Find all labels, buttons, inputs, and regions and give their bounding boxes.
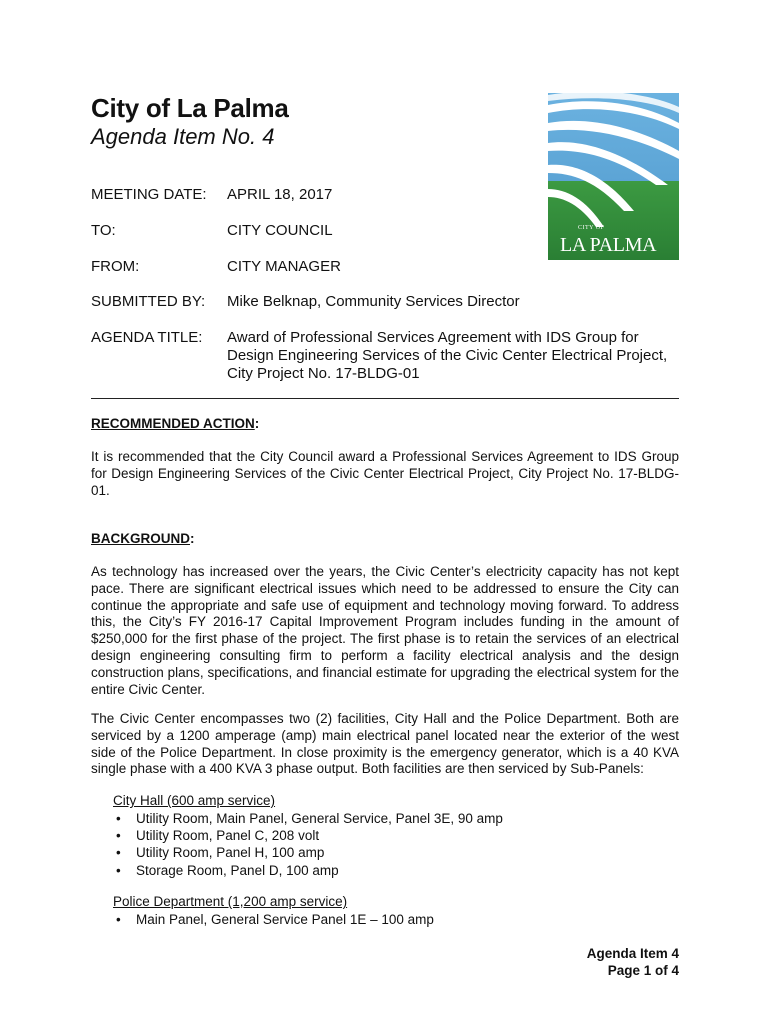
list-item: • Utility Room, Main Panel, General Service, Panel 3E, 90 amp — [113, 810, 503, 827]
heading-colon: : — [190, 531, 195, 546]
from-label: FROM: — [91, 258, 140, 275]
logo-wordmark: LA PALMA — [560, 234, 657, 256]
background-heading — [91, 531, 195, 546]
city-hall-list-title: City Hall (600 amp service) — [113, 793, 276, 808]
to-label: TO: — [91, 222, 116, 239]
background-paragraph-2: The Civic Center encompasses two (2) facilities, City Hall and the Police Department. Both are serviced by a 1200 amperage (amp) main electrical panel located near the exterior of the west side of the Police Department. In close proximity is the emergency generator, which is a 40 KVA single phase with a 400 KVA 3 phase output. Both facilities are then serviced by Sub-Panels: — [91, 711, 679, 777]
footer-page-number: Page 1 of 4 — [607, 963, 679, 978]
police-list-title: Police Department (1,200 amp service) — [113, 894, 348, 909]
submitted-by-value: Mike Belknap, Community Services Director — [227, 293, 520, 310]
recommended-action-heading — [91, 416, 259, 431]
list-item: • Storage Room, Panel D, 100 amp — [113, 862, 503, 879]
meeting-date-label: MEETING DATE: — [91, 186, 207, 203]
page-title: City of La Palma — [91, 93, 289, 123]
footer-agenda-item: Agenda Item 4 — [586, 946, 679, 961]
recommended-action-heading-text: RECOMMENDED ACTION — [91, 416, 255, 431]
submitted-by-label: SUBMITTED BY: — [91, 293, 206, 310]
list-item: • Utility Room, Panel C, 208 volt — [113, 827, 503, 844]
recommended-action-text: It is recommended that the City Council award a Professional Services Agreement to IDS Group for Design Engineering Services of the Civic Center Electrical Project, City Project No. 17-BLDG-01. — [91, 449, 679, 498]
background-heading-text: BACKGROUND — [91, 531, 190, 546]
heading-colon: : — [254, 416, 260, 431]
police-list — [113, 911, 434, 928]
meeting-date-value: APRIL 18, 2017 — [227, 186, 333, 203]
logo-wordmark-small: CITY OF — [578, 225, 605, 231]
agenda-title-label: AGENDA TITLE: — [91, 329, 203, 346]
background-paragraph-1: As technology has increased over the years, the Civic Center’s electricity capacity has not kept pace. There are significant electrical issues which need to be addressed to ensure the City can continue the appropriate and safe use of equipment and technology moving forward. To address this, the City’s FY 2016-17 Capital Improvement Program includes funding in the amount of $250,000 for the first phase of the project. The first phase is to retain the services of an electrical design engineering consulting firm to perform a facility electrical analysis and the design construction plans, specifications, and financial estimate for upgrading the electrical system for the entire Civic Center. — [91, 564, 679, 697]
city-hall-list — [113, 810, 503, 879]
page-footer — [587, 945, 679, 979]
agenda-title-value: Award of Professional Services Agreement with IDS Group for Design Engineering Services of the Civic Center Electrical Project, City Project No. 17-BLDG-01 — [227, 329, 668, 382]
divider — [91, 398, 679, 399]
agenda-item-subtitle: Agenda Item No. 4 — [91, 124, 275, 149]
list-item: • Utility Room, Panel H, 100 amp — [113, 844, 503, 861]
to-value: CITY COUNCIL — [227, 222, 333, 239]
list-item: • Main Panel, General Service Panel 1E – 100 amp — [113, 911, 434, 928]
from-value: CITY MANAGER — [227, 258, 341, 275]
